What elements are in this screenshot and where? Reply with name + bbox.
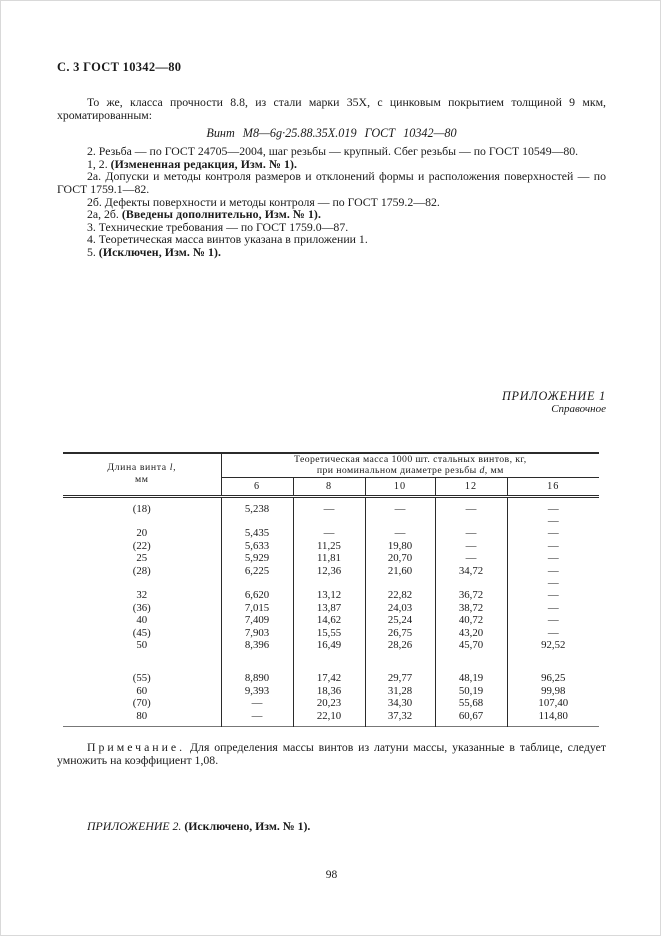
- clause-amendment: (Введены дополнительно, Изм. № 1).: [121, 207, 322, 222]
- mass-cell: —: [507, 589, 599, 601]
- length-cell: (70): [132, 697, 151, 710]
- mass-cell: 96,25: [507, 672, 599, 684]
- mass-cell: —: [435, 496, 507, 515]
- mass-cell: 20,23: [293, 697, 365, 709]
- mass-cell: —: [293, 527, 365, 539]
- table-row: [63, 602, 599, 614]
- mass-cell: 114,80: [507, 710, 599, 727]
- mass-cell: 5,238: [221, 496, 293, 515]
- mass-cell: [221, 577, 293, 589]
- clause-text: 3. Технические требования — по ГОСТ 1759.0—87.: [87, 219, 349, 234]
- mass-cell: 21,60: [365, 565, 435, 577]
- mass-cell: 9,393: [221, 685, 293, 697]
- mass-cell: 55,68: [435, 697, 507, 709]
- diameter-header: 12: [435, 477, 507, 496]
- mass-cell: [221, 651, 293, 672]
- mass-cell: [365, 515, 435, 527]
- mass-cell: —: [365, 527, 435, 539]
- mass-cell: 6,225: [221, 565, 293, 577]
- clause-text: 1, 2.: [87, 156, 111, 171]
- mass-cell: 8,396: [221, 639, 293, 651]
- mass-cell: 107,40: [507, 697, 599, 709]
- mass-cell: 99,98: [507, 685, 599, 697]
- mass-cell: —: [435, 552, 507, 564]
- clause-text: 2а. Допуски и методы контроля размеров и отклонений формы и расположения поверхностей — по ГОСТ 1759.1—82.: [57, 169, 606, 196]
- length-cell: 20: [136, 527, 148, 540]
- mass-cell: [365, 651, 435, 672]
- mass-cell: 37,32: [365, 710, 435, 727]
- mass-cell: [365, 577, 435, 589]
- table-row: [63, 527, 599, 539]
- appendix-2-title: ПРИЛОЖЕНИЕ 2.: [87, 819, 182, 834]
- length-cell: (45): [132, 626, 151, 639]
- mass-cell: —: [507, 577, 599, 589]
- table-row: [63, 627, 599, 639]
- mass-cell: 34,72: [435, 565, 507, 577]
- length-cell: 25: [136, 552, 148, 565]
- mass-cell: 24,03: [365, 602, 435, 614]
- length-cell: [63, 577, 221, 589]
- mass-header-unit: мм: [490, 465, 504, 477]
- page-number: 98: [325, 868, 338, 881]
- page-header: С. 3 ГОСТ 10342—80: [57, 60, 182, 74]
- mass-cell: 50,19: [435, 685, 507, 697]
- appendix-1-subtitle: Справочное: [551, 402, 606, 415]
- mass-cell: 5,435: [221, 527, 293, 539]
- mass-table-header: [63, 453, 599, 497]
- mass-cell: 5,929: [221, 552, 293, 564]
- length-cell: 40: [136, 614, 148, 627]
- table-body: [63, 496, 599, 727]
- length-cell: (18): [132, 502, 151, 515]
- mass-cell: [293, 577, 365, 589]
- mass-cell: 15,55: [293, 627, 365, 639]
- mass-cell: 16,49: [293, 639, 365, 651]
- clause-list: [57, 145, 606, 258]
- mass-cell: —: [507, 496, 599, 515]
- table-row: [63, 589, 599, 601]
- note-text: Для определения массы винтов из латуни массы, указанные в таблице, следует умножить на коэффициент 1,08.: [57, 740, 606, 767]
- table-row: [63, 685, 599, 697]
- mass-cell: 43,20: [435, 627, 507, 639]
- length-cell: 50: [136, 639, 148, 651]
- mass-cell: 22,10: [293, 710, 365, 727]
- mass-cell: 7,903: [221, 627, 293, 639]
- mass-cell: 28,26: [365, 639, 435, 651]
- length-header-unit: мм: [134, 474, 149, 486]
- clause-item: [57, 246, 606, 259]
- clause-text: 5.: [87, 244, 99, 259]
- mass-header-line2: при номинальном диаметре резьбы: [316, 465, 477, 477]
- appendix-2-line: [87, 820, 606, 833]
- mass-cell: 18,36: [293, 685, 365, 697]
- mass-cell: [435, 515, 507, 527]
- mass-cell: 7,409: [221, 614, 293, 626]
- clause-amendment: (Измененная редакция, Изм. № 1).: [110, 156, 298, 171]
- length-header-text: Длина винта: [107, 462, 167, 474]
- table-row: [63, 697, 599, 709]
- mass-cell: 6,620: [221, 589, 293, 601]
- mass-cell: 8,890: [221, 672, 293, 684]
- mass-cell: —: [507, 552, 599, 564]
- mass-cell: 12,36: [293, 565, 365, 577]
- mass-cell: 29,77: [365, 672, 435, 684]
- clause-text: 2б. Дефекты поверхности и методы контроля — по ГОСТ 1759.2—82.: [87, 194, 440, 209]
- appendix-1-heading: [57, 390, 606, 416]
- mass-cell: —: [507, 527, 599, 539]
- table-row: [63, 672, 599, 684]
- length-cell: 32: [136, 589, 148, 602]
- table-spacer-row: [63, 515, 599, 527]
- mass-cell: 25,24: [365, 614, 435, 626]
- mass-cell: 11,81: [293, 552, 365, 564]
- note-label: Примечание.: [87, 740, 186, 755]
- clause-text: 2а, 2б.: [87, 207, 122, 222]
- mass-cell: 40,72: [435, 614, 507, 626]
- mass-cell: 20,70: [365, 552, 435, 564]
- mass-table: [63, 452, 599, 728]
- mass-cell: [221, 515, 293, 527]
- length-header-symbol: l,: [169, 462, 177, 474]
- mass-cell: —: [365, 496, 435, 515]
- mass-cell: 36,72: [435, 589, 507, 601]
- mass-cell: —: [507, 627, 599, 639]
- clause-item: [57, 170, 606, 195]
- table-row: [63, 552, 599, 564]
- mass-cell: —: [221, 710, 293, 727]
- mass-cell: —: [507, 614, 599, 626]
- mass-cell: 34,30: [365, 697, 435, 709]
- table-row: [63, 496, 599, 515]
- mass-cell: [507, 651, 599, 672]
- mass-cell: —: [293, 496, 365, 515]
- mass-cell: [435, 577, 507, 589]
- intro-paragraph: То же, класса прочности 8.8, из стали марки 35Х, с цинковым покрытием толщиной 9 мкм, хроматированным:: [57, 95, 606, 122]
- length-cell: 60: [136, 684, 148, 697]
- mass-cell: 48,19: [435, 672, 507, 684]
- mass-cell: 26,75: [365, 627, 435, 639]
- mass-cell: —: [507, 565, 599, 577]
- table-row: [63, 565, 599, 577]
- mass-cell: 13,12: [293, 589, 365, 601]
- length-cell: (22): [132, 539, 151, 552]
- mass-cell: 17,42: [293, 672, 365, 684]
- mass-cell: 38,72: [435, 602, 507, 614]
- appendix-2-note: (Исключено, Изм. № 1).: [184, 819, 311, 834]
- clause-text: 2. Резьба — по ГОСТ 24705—2004, шаг резьбы — крупный. Сбег резьбы — по ГОСТ 10549—80.: [87, 144, 579, 159]
- length-cell: (28): [132, 564, 151, 577]
- length-cell: [63, 651, 221, 672]
- page-content: [57, 0, 606, 881]
- table-row: [63, 614, 599, 626]
- mass-cell: 7,015: [221, 602, 293, 614]
- table-spacer-row: [63, 577, 599, 589]
- length-column-header: [63, 453, 221, 497]
- mass-cell: 60,67: [435, 710, 507, 727]
- mass-cell: 5,633: [221, 540, 293, 552]
- diameter-header: 10: [365, 477, 435, 496]
- mass-cell: [435, 651, 507, 672]
- clause-amendment: (Исключен, Изм. № 1).: [98, 244, 222, 259]
- mass-cell: 14,62: [293, 614, 365, 626]
- mass-header-line1: Теоретическая масса 1000 шт. стальных винтов, кг,: [293, 453, 527, 465]
- diameter-header: 16: [507, 477, 599, 496]
- mass-cell: 11,25: [293, 540, 365, 552]
- mass-cell: —: [507, 602, 599, 614]
- mass-cell: 13,87: [293, 602, 365, 614]
- screw-designation: Винт М8—6g·25.88.35Х.019 ГОСТ 10342—80: [206, 126, 457, 141]
- appendix-1-title: ПРИЛОЖЕНИЕ 1: [501, 388, 606, 403]
- length-cell: [63, 515, 221, 527]
- clause-text: 4. Теоретическая масса винтов указана в приложении 1.: [87, 232, 368, 247]
- length-cell: 80: [136, 709, 148, 722]
- length-cell: (55): [132, 672, 151, 685]
- table-spacer-row: [63, 651, 599, 672]
- mass-cell: —: [507, 515, 599, 527]
- table-note: [57, 741, 606, 766]
- mass-column-header: [221, 453, 599, 478]
- mass-cell: 31,28: [365, 685, 435, 697]
- table-row: [63, 710, 599, 727]
- diameter-header: 8: [293, 477, 365, 496]
- mass-cell: —: [507, 540, 599, 552]
- diameter-header: 6: [221, 477, 293, 496]
- mass-cell: [293, 515, 365, 527]
- mass-cell: [293, 651, 365, 672]
- length-cell: (36): [132, 601, 151, 614]
- mass-cell: —: [435, 527, 507, 539]
- mass-cell: —: [221, 697, 293, 709]
- mass-cell: 22,82: [365, 589, 435, 601]
- mass-cell: —: [435, 540, 507, 552]
- table-row: [63, 639, 599, 651]
- mass-cell: 19,80: [365, 540, 435, 552]
- mass-header-symbol: d,: [479, 465, 488, 477]
- mass-cell: 45,70: [435, 639, 507, 651]
- mass-cell: 92,52: [507, 639, 599, 651]
- table-row: [63, 540, 599, 552]
